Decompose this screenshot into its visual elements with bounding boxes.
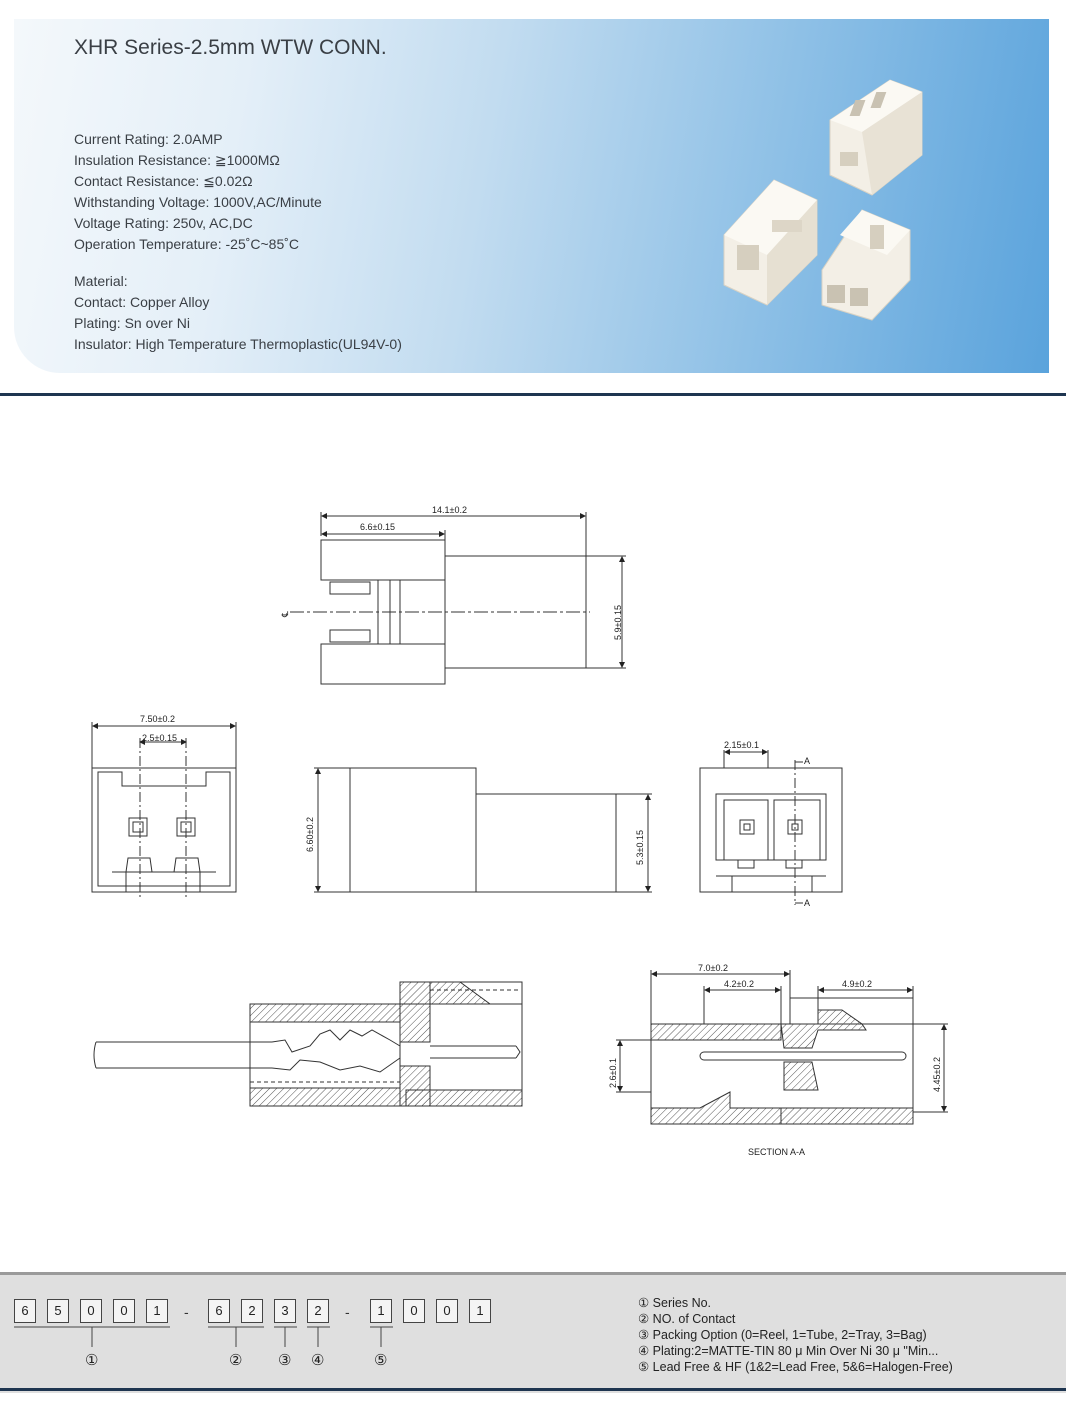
spec-voltage: Voltage Rating: 250v, AC,DC: [74, 215, 253, 231]
pn-digit-9: 2: [307, 1299, 329, 1323]
dim-section-inner: 4.2±0.2: [724, 979, 754, 989]
pn-separator-2: -: [345, 1304, 350, 1320]
pn-legend: [638, 1295, 953, 1375]
material-contact: Contact: Copper Alloy: [74, 294, 210, 310]
legend-series: ① Series No.: [638, 1296, 712, 1310]
top-view: [290, 512, 626, 684]
spec-contact-resistance: Contact Resistance: ≦0.02Ω: [74, 173, 253, 189]
spec-withstanding: Withstanding Voltage: 1000V,AC/Minute: [74, 194, 322, 210]
dim-section-left-height: 2.6±0.1: [608, 1058, 618, 1088]
pn-digit-5: 1: [146, 1299, 168, 1323]
side-view: [314, 768, 652, 892]
section-mark-top: A: [804, 756, 811, 766]
centerline-mark: ℄: [280, 611, 290, 617]
dim-section-right: 4.9±0.2: [842, 979, 872, 989]
material-heading: Material:: [74, 273, 128, 289]
footer-divider: [0, 1388, 1066, 1391]
spec-temperature: Operation Temperature: -25˚C~85˚C: [74, 236, 300, 252]
pn-separator-1: -: [184, 1304, 189, 1320]
dim-front-width: 7.50±0.2: [140, 714, 175, 724]
legend-plating: ④ Plating:2=MATTE-TIN 80 μ Min Over Ni 30 μ "Min...: [638, 1344, 939, 1358]
marker-1: ①: [85, 1351, 99, 1369]
marker-2: ②: [229, 1351, 243, 1369]
dim-top-front: 6.6±0.15: [360, 522, 395, 532]
pn-digit-7: 2: [241, 1299, 263, 1323]
pn-digit-11: 0: [403, 1299, 425, 1323]
assembly-view: [94, 982, 522, 1106]
pn-digit-3: 0: [80, 1299, 102, 1323]
legend-leadfree: ⑤ Lead Free & HF (1&2=Lead Free, 5&6=Halogen-Free): [638, 1360, 953, 1374]
section-mark-bottom: A: [804, 898, 811, 908]
dim-front-pitch: 2.5±0.15: [142, 733, 177, 743]
dim-top-height: 5.9±0.15: [613, 605, 623, 640]
legend-contacts: ② NO. of Contact: [638, 1312, 736, 1326]
pn-digit-13: 1: [469, 1299, 491, 1323]
page-title: XHR Series-2.5mm WTW CONN.: [74, 36, 387, 59]
marker-3: ③: [278, 1351, 292, 1369]
dim-section-right-height: 4.45±0.2: [932, 1057, 942, 1092]
marker-4: ④: [311, 1351, 325, 1369]
pn-brackets: [0, 1275, 520, 1385]
pn-digit-2: 5: [47, 1299, 69, 1323]
legend-packing: ③ Packing Option (0=Reel, 1=Tube, 2=Tray, 3=Bag): [638, 1328, 927, 1342]
section-a-a: [616, 970, 948, 1124]
pn-digit-6: 6: [208, 1299, 230, 1323]
pn-digit-10: 1: [370, 1299, 392, 1323]
front-view: [92, 722, 236, 900]
dim-rear-pitch: 2.15±0.1: [724, 740, 759, 750]
pn-digit-1: 6: [14, 1299, 36, 1323]
pn-digit-8: 3: [274, 1299, 296, 1323]
spec-current: Current Rating: 2.0AMP: [74, 131, 223, 147]
part-number-panel: [0, 1272, 1066, 1393]
material-insulator: Insulator: High Temperature Thermoplastic(UL94V-0): [74, 336, 402, 352]
rear-view: [700, 750, 842, 905]
dim-section-overall: 7.0±0.2: [698, 963, 728, 973]
pn-digit-12: 0: [436, 1299, 458, 1323]
section-caption: SECTION A-A: [748, 1147, 806, 1157]
material-plating: Plating: Sn over Ni: [74, 315, 190, 331]
dim-side-left: 6.60±0.2: [305, 817, 315, 852]
marker-5: ⑤: [374, 1351, 388, 1369]
dim-top-overall: 14.1±0.2: [432, 505, 467, 515]
pn-digit-4: 0: [113, 1299, 135, 1323]
dim-side-right: 5.3±0.15: [635, 830, 645, 865]
spec-insulation: Insulation Resistance: ≧1000MΩ: [74, 152, 280, 168]
